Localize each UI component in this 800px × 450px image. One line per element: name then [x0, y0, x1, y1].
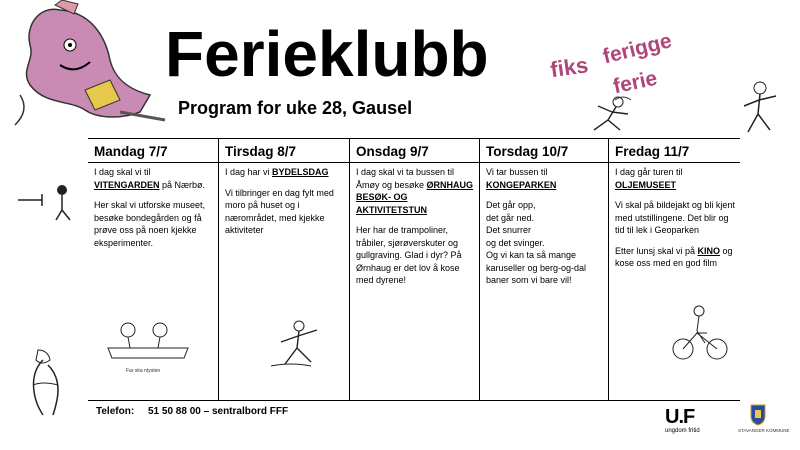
- slogan-word-2: ferigge: [600, 29, 675, 69]
- paragraph-text: på Nærbø.: [159, 179, 206, 190]
- day-heading: Fredag 11/7: [615, 144, 690, 159]
- venue-name: ØRNHAUG BESØK- OG AKTIVITETSTUN: [356, 179, 474, 215]
- cartoon-character-icon: [0, 0, 170, 138]
- phone-number: 51 50 88 00 – sentralbord FFF: [148, 406, 289, 417]
- day-paragraph: [615, 199, 736, 237]
- kommune-name: STAVANGER KOMMUNE: [738, 428, 790, 433]
- running-figure-icon: [730, 78, 790, 138]
- paragraph-text: I dag har vi: [225, 167, 273, 177]
- paragraph-text: Vi tilbringer en dag fylt med moro på huset og i nærområdet, med kjekke aktiviteter: [225, 187, 334, 235]
- paragraph-text: Her har de trampoliner, tråbiler, sjørøverskuter og gullgraving. Glad i dyr? På Ørnhaug er det lov å kose med dyrene!: [356, 225, 462, 285]
- climbing-figure-icon: [18, 345, 78, 420]
- day-paragraph: [486, 199, 604, 287]
- walking-figure-icon: [580, 92, 640, 136]
- paragraph-text: I dag går turen til: [615, 167, 683, 177]
- day-description: [615, 166, 736, 278]
- day-description: [94, 166, 214, 257]
- venue-name: BYDELSDAG: [272, 167, 329, 177]
- paragraph-text: og kose oss med en god film: [615, 245, 733, 268]
- day-paragraph: [356, 166, 475, 216]
- day-paragraph: [94, 199, 214, 249]
- slogan-word-1: fiks: [548, 52, 590, 83]
- venue-name: KINO: [697, 245, 721, 256]
- paragraph-text: I dag skal vi ta bussen til Åmøy og besøke: [356, 167, 455, 190]
- phone-label: Telefon:: [96, 406, 135, 417]
- uf-logo-subtitle: ungdom fritid: [665, 428, 700, 434]
- day-paragraph: [615, 166, 736, 191]
- day-paragraph: [225, 187, 345, 237]
- day-column-thursday: [480, 138, 608, 400]
- day-description: [356, 166, 475, 295]
- children-drawing-icon: [98, 318, 198, 378]
- day-heading: Tirsdag 8/7: [225, 144, 297, 159]
- stavanger-crest-icon: [750, 404, 766, 426]
- venue-name: KONGEPARKEN: [486, 179, 557, 190]
- program-table: [88, 138, 740, 400]
- paragraph-text: Her skal vi utforske museet, besøke bondegården og få prøve oss på noen kjekke eksperimenter.: [94, 200, 206, 248]
- day-paragraph: [356, 224, 475, 287]
- venue-name: OLJEMUSEET: [615, 179, 677, 190]
- paragraph-text: Vi tar bussen til: [486, 167, 548, 177]
- venue-name: VITENGARDEN: [94, 179, 160, 190]
- day-heading: Onsdag 9/7: [356, 144, 429, 159]
- day-paragraph: [486, 166, 604, 191]
- slogan-word-3: ferie: [611, 66, 660, 99]
- day-description: [225, 166, 345, 245]
- day-column-tuesday: [219, 138, 349, 400]
- day-column-wednesday: [350, 138, 479, 400]
- day-heading: Torsdag 10/7: [486, 144, 569, 159]
- paragraph-text: I dag skal vi til: [94, 167, 151, 177]
- paragraph-text: Det går opp, det går ned. Det snurrer og det svinger. Og vi kan ta så mange karuseller og berg-og-dal baner som vi bare vil!: [486, 200, 587, 285]
- reading-figure-icon: [12, 180, 78, 222]
- day-column-friday: [609, 138, 740, 400]
- day-column-monday: [88, 138, 218, 400]
- day-paragraph: [615, 245, 736, 270]
- day-paragraph: [225, 166, 345, 179]
- page-title: Ferieklubb: [165, 18, 489, 90]
- day-description: [486, 166, 604, 295]
- stavanger-kommune-logo: [738, 404, 800, 438]
- paragraph-text: Vi skal på bildejakt og bli kjent med utstillingene. Det blir og tid til lek i Geoparken: [615, 200, 735, 235]
- doodle-caption: Far ska ntysten: [126, 368, 161, 374]
- day-paragraph: [94, 166, 214, 191]
- uf-logo: [665, 406, 723, 436]
- uf-logo-mark: U.F: [665, 406, 695, 428]
- page-subtitle: Program for uke 28, Gausel: [178, 98, 413, 118]
- jumping-figure-icon: [267, 316, 337, 371]
- day-heading: Mandag 7/7: [94, 144, 168, 159]
- paragraph-text: Etter lunsj skal vi på: [615, 245, 698, 256]
- bicycle-rider-icon: [667, 303, 737, 363]
